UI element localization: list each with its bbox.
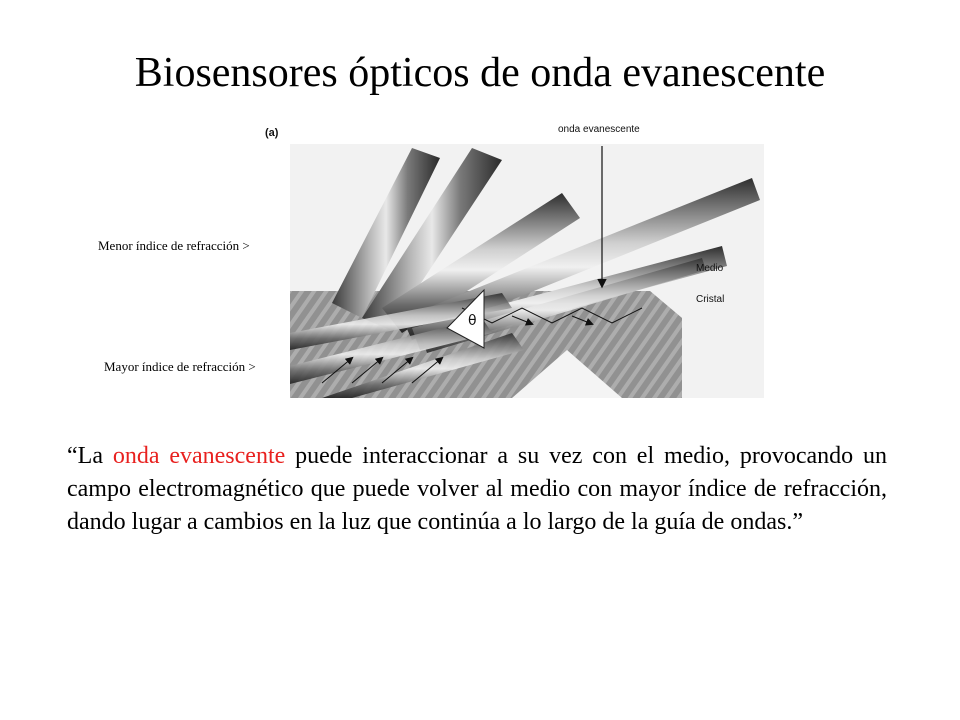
crystal-label: Cristal [696,294,725,305]
quote-open: “La [67,443,113,469]
angle-symbol: θ [468,313,477,329]
quote-rest: puede interaccionar a su vez con el medio, provocando un campo electromagnético que puede volver al medio con mayor índice de refracción, dando lugar a cambios en la luz que continúa a lo largo de la guía de ondas.” [67,443,887,535]
evanescent-wave-figure [262,118,784,418]
high-index-label: Mayor índice de refracción > [104,359,256,374]
quote-paragraph [67,440,887,539]
refraction-diagram [262,118,784,418]
low-index-label: Menor índice de refracción > [98,238,250,253]
panel-label: (a) [265,127,279,139]
quote-highlight: onda evanescente [112,443,286,469]
medium-label: Medio [696,263,724,274]
slide-title: Biosensores ópticos de onda evanescente [134,50,826,96]
wave-label: onda evanescente [558,124,640,135]
